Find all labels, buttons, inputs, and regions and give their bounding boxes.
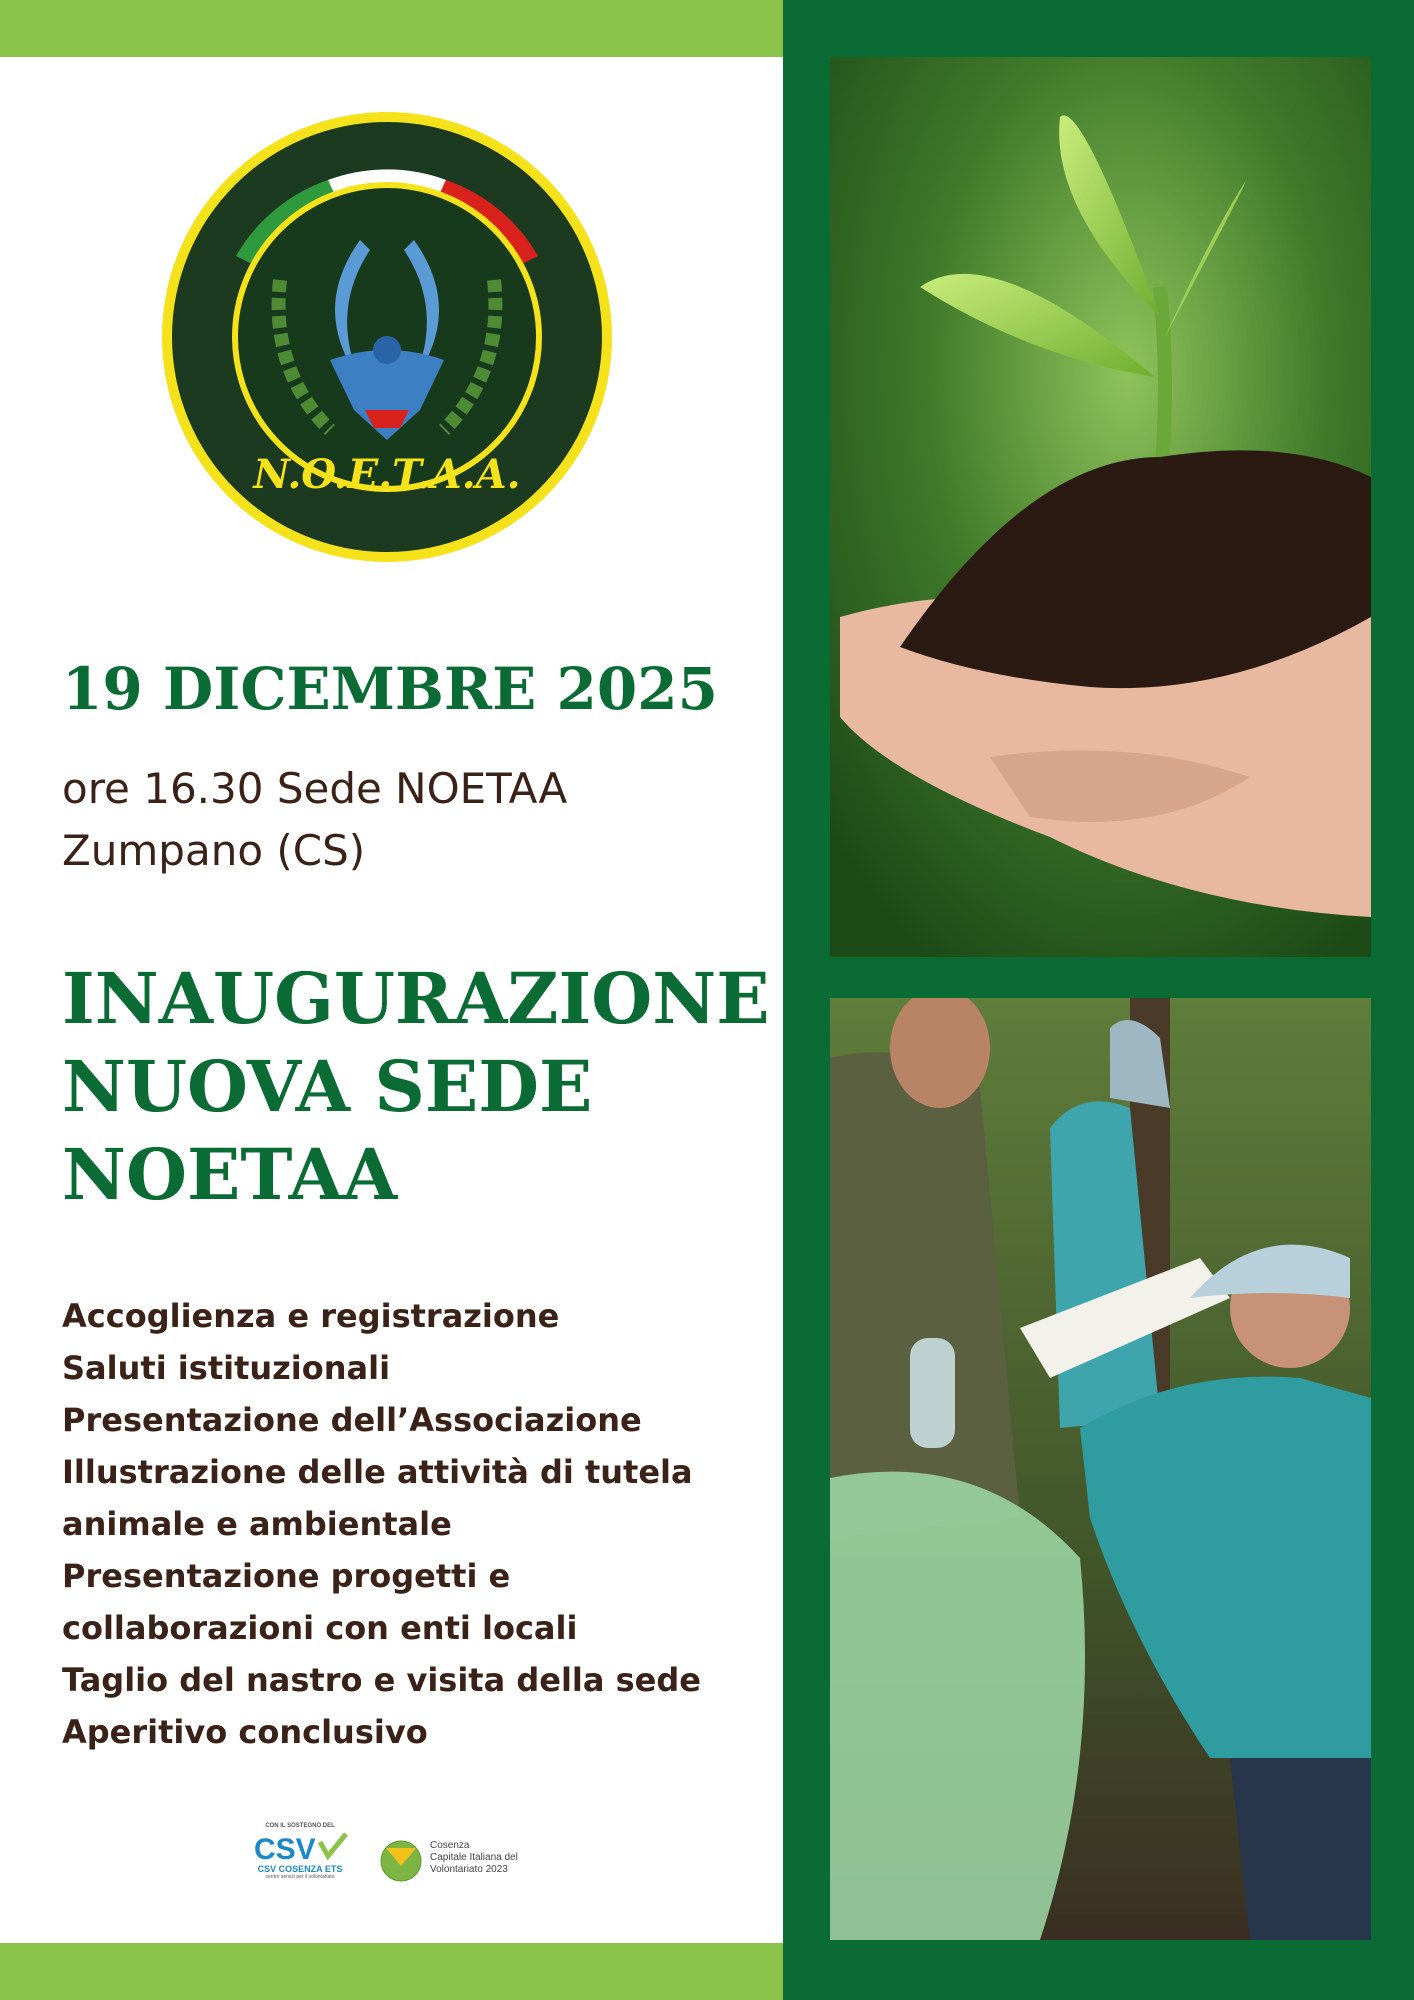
event-time-place: ore 16.30 Sede NOETAA	[62, 764, 568, 813]
event-info	[62, 758, 567, 882]
csv-logo-icon	[250, 1830, 350, 1864]
volunteers-photo	[830, 998, 1371, 1940]
event-date: 19 DICEMBRE 2025	[62, 655, 718, 723]
csv-name: CSV COSENZA ETS	[257, 1864, 343, 1874]
cosenza-line-3: Volontariato 2023	[430, 1864, 508, 1875]
svg-text:CSV: CSV	[254, 1833, 316, 1864]
headline-line-2: NUOVA SEDE	[62, 1045, 593, 1128]
seedling-photo	[830, 57, 1371, 957]
agenda-item: Taglio del nastro e visita della sede	[62, 1661, 701, 1699]
csv-tagline: CON IL SOSTEGNO DEL	[265, 1823, 335, 1829]
agenda-item: Presentazione progetti e	[62, 1557, 511, 1595]
cosenza-line-1: Cosenza	[430, 1840, 470, 1851]
agenda-item: Presentazione dell’Associazione	[62, 1401, 642, 1439]
csv-subtitle: centro servizi per il volontariato	[265, 1874, 335, 1880]
agenda-item: animale e ambientale	[62, 1505, 452, 1543]
cosenza-sponsor-logo	[380, 1837, 540, 1883]
headline-line-3: NOETAA	[62, 1133, 398, 1216]
headline-line-1: INAUGURAZIONE	[62, 957, 770, 1040]
top-accent-bar	[0, 0, 783, 57]
agenda-item: Accoglienza e registrazione	[62, 1297, 560, 1335]
agenda-item: Illustrazione delle attività di tutela	[62, 1453, 693, 1491]
cosenza-text	[430, 1840, 518, 1876]
agenda-list	[62, 1290, 701, 1758]
bottom-accent-bar	[0, 1943, 783, 2000]
agenda-item: Saluti istituzionali	[62, 1349, 391, 1387]
agenda-item: collaborazioni con enti locali	[62, 1609, 578, 1647]
event-location: Zumpano (CS)	[62, 826, 366, 875]
logo-text: N.O.E.T.A.A.	[253, 451, 521, 498]
cosenza-logo-icon	[380, 1840, 422, 1882]
agenda-item: Aperitivo conclusivo	[62, 1713, 428, 1751]
cosenza-line-2: Capitale Italiana del	[430, 1852, 518, 1863]
csv-sponsor-logo	[244, 1823, 356, 1879]
noetaa-logo	[160, 110, 615, 565]
event-headline	[62, 955, 770, 1219]
